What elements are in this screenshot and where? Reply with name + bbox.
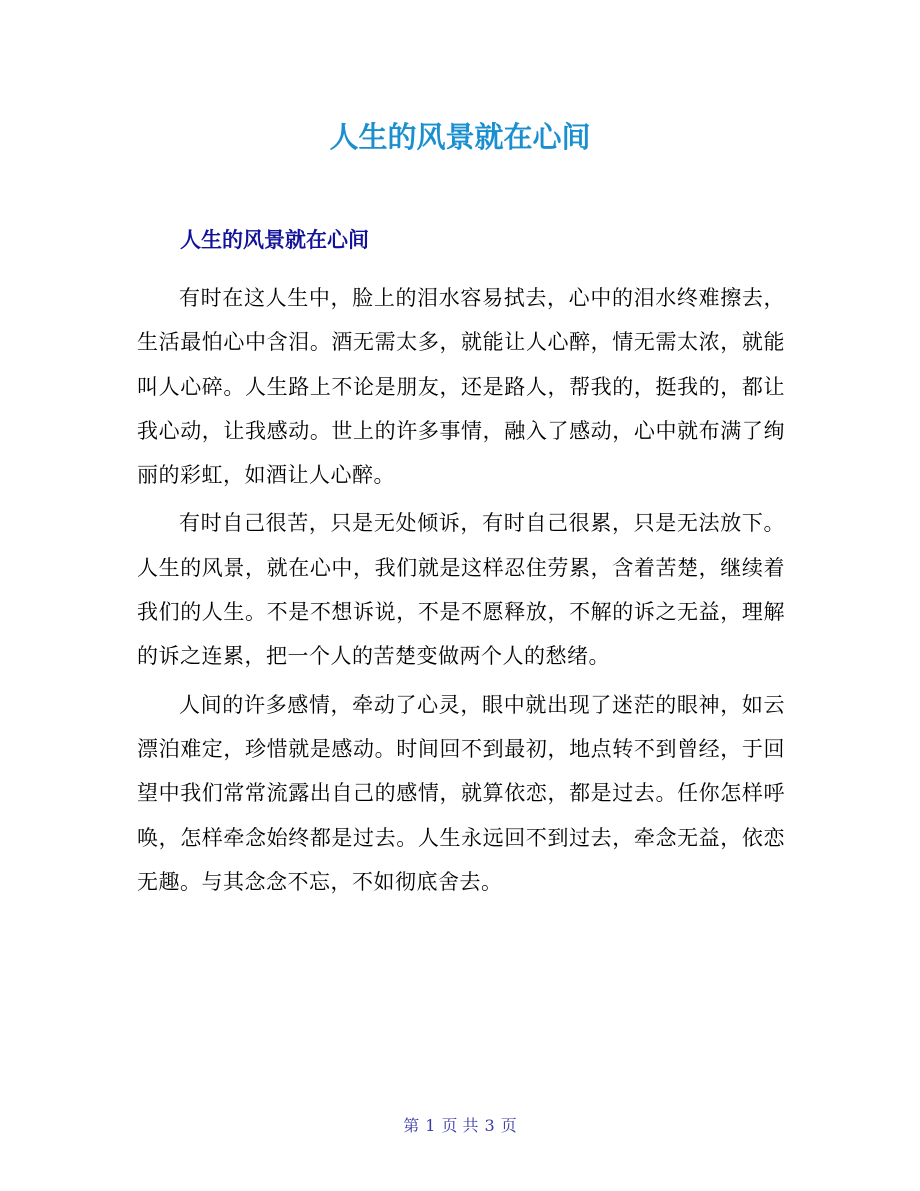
section-heading: 人生的风景就在心间: [180, 228, 369, 252]
footer-suffix: 页: [500, 1116, 517, 1135]
paragraph-3: 人间的许多感情，牵动了心灵，眼中就出现了迷茫的眼神，如云漂泊难定，珍惜就是感动。时间回不到最初，地点转不到曾经，于回望中我们常常流露出自己的感情，就算依恋，都是过去。任你怎样呼唤，怎样牵念始终都是过去。人生永远回不到过去，牵念无益，依恋无趣。与其念念不忘，不如彻底舍去。: [137, 692, 785, 894]
footer-mid: 页 共: [441, 1116, 479, 1135]
total-pages-number: 3: [484, 1116, 495, 1135]
paragraph-2: 有时自己很苦，只是无处倾诉，有时自己很累，只是无法放下。人生的风景，就在心中，我们就是这样忍住劳累，含着苦楚，继续着我们的人生。不是不想诉说，不是不愿释放，不解的诉之无益，理解的诉之连累，把一个人的苦楚变做两个人的愁绪。: [137, 511, 785, 669]
page-title: 人生的风景就在心间: [329, 120, 591, 154]
footer-prefix: 第: [403, 1116, 420, 1135]
paragraph-1: 有时在这人生中，脸上的泪水容易拭去，心中的泪水终难擦去，生活最怕心中含泪。酒无需太多，就能让人心醉，情无需太浓，就能叫人心碎。人生路上不论是朋友，还是路人，帮我的，挺我的，都让我心动，让我感动。世上的许多事情，融入了感动，心中就布满了绚丽的彩虹，如酒让人心醉。: [137, 286, 785, 488]
document-body: [137, 276, 785, 908]
page-footer: [0, 1112, 920, 1140]
current-page-number: 1: [425, 1116, 436, 1135]
